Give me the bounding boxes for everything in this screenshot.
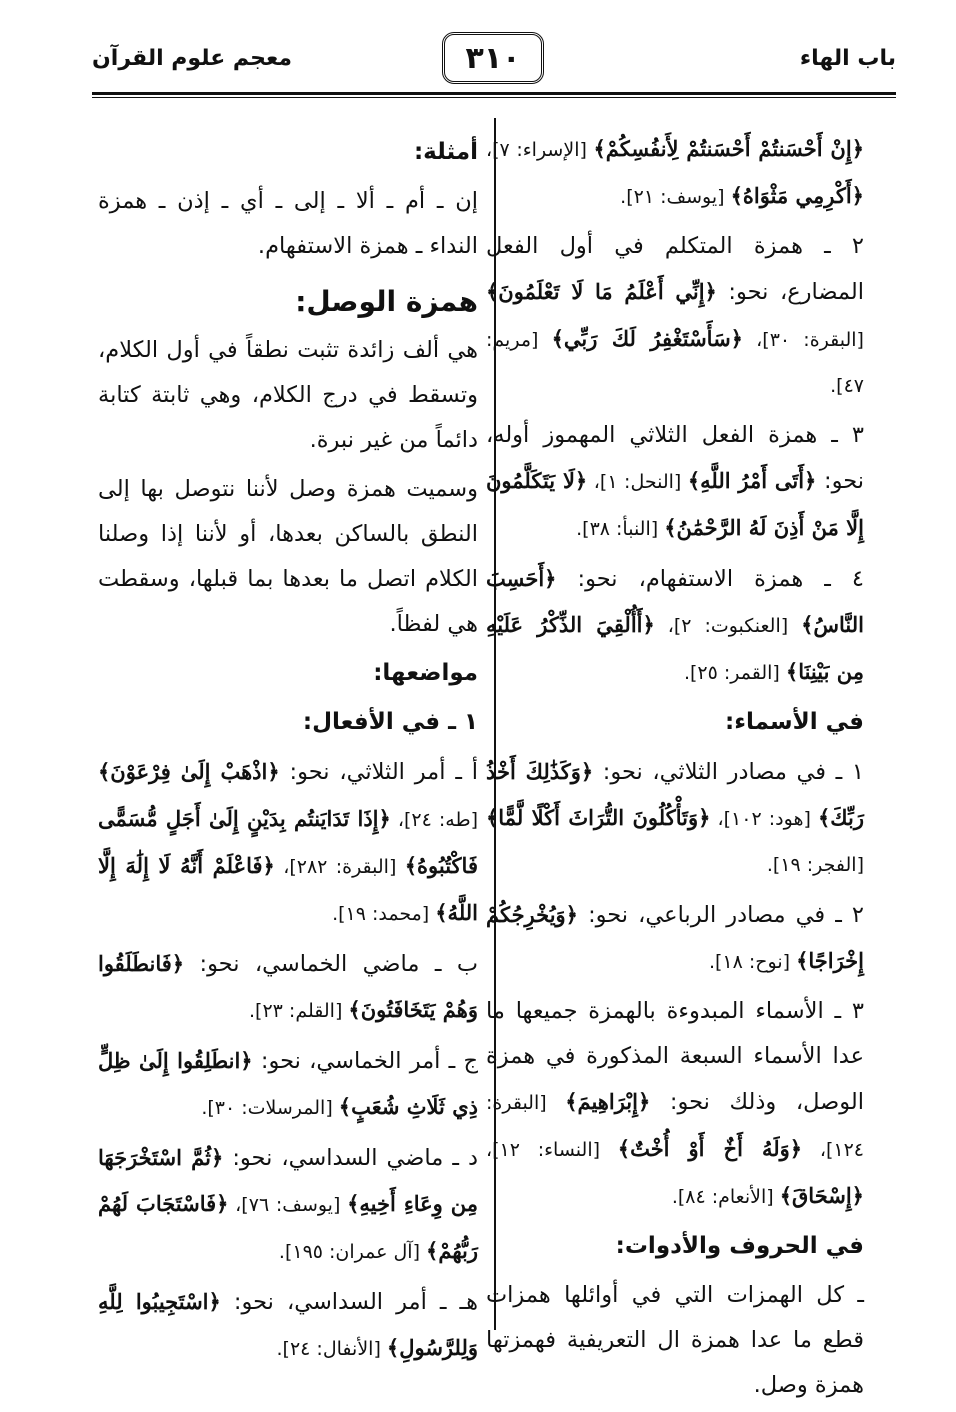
quran-verse: ﴿اذْهَبْ إِلَىٰ فِرْعَوْنَ﴾ (98, 759, 280, 784)
paragraph (98, 328, 478, 463)
quran-verse: ﴿وَيُخْرِجُكُمْ إِخْرَاجًا﴾ (486, 902, 864, 973)
section-heading: مواضعها: (373, 660, 478, 686)
quran-verse: ﴿إِنِّي أَعْلَمُ مَا لَا تَعْلَمُونَ﴾ (486, 279, 717, 304)
paragraph (98, 749, 478, 937)
body-text: ب ـ ماضي الخماسي، نحو: (184, 951, 478, 977)
body-text: هـ ـ أمر السداسي، نحو: (220, 1289, 478, 1315)
quran-verse: ﴿ثُمَّ اسْتَخْرَجَهَا مِن وِعَاءِ أَخِيهِ﴾ (98, 1145, 478, 1216)
body-text: ٤ ـ همزة الاستفهام، نحو: (556, 566, 864, 592)
body-text: ٢ ـ همزة المتكلم في أول الفعل المضارع، نحو: (486, 233, 864, 305)
verse-reference: [العنكبوت: ٢]، (654, 615, 802, 637)
verse-reference: [الأنفال: ٢٤]. (276, 1338, 387, 1360)
paragraph (486, 126, 864, 220)
quran-verse: ﴿انطَلِقُوا إِلَىٰ ظِلٍّ ذِي ثَلَاثِ شُعَبٍ﴾ (98, 1048, 478, 1119)
verse-reference: [مريم: ٤٧]. (486, 329, 864, 397)
verse-reference: [النبأ: ٣٨]. (576, 518, 665, 540)
header-rule-thick (92, 92, 896, 95)
paragraph (98, 1135, 478, 1275)
section-heading: في الحروف والأدوات: (615, 1233, 864, 1259)
header-rule-thin (92, 97, 896, 98)
body-text: ٣ ـ الأسماء المبدوءة بالهمزة جميعها ما عدا الأسماء السبعة المذكورة في همزة الوصل، وذلك نحو: (486, 998, 864, 1115)
body-text: وسميت همزة وصل لأننا نتوصل بها إلى النطق بالساكن بعدها، أو لأننا إذا وصلنا الكلام اتصل ما بعدها بما قبلها، وسقطت هي لفظاً. (98, 476, 478, 637)
body-text: ٢ ـ في مصادر الرباعي، نحو: (578, 902, 864, 928)
quran-verse: ﴿فَانطَلَقُوا وَهُمْ يَتَخَافَتُونَ﴾ (98, 951, 478, 1022)
quran-verse: ﴿وَكَذَٰلِكَ أَخْذُ رَبِّكَ﴾ (486, 759, 864, 830)
verse-reference: [البقرة: ٢٨٢]، (274, 856, 405, 878)
verse-reference: [المرسلات: ٣٠]. (201, 1097, 339, 1119)
verse-reference: [محمد: ١٩]. (332, 903, 436, 925)
body-text: أ ـ أمر الثلاثي، نحو: (279, 759, 478, 785)
paragraph (486, 989, 864, 1220)
verse-reference: [الفجر: ١٩]. (766, 854, 864, 876)
quran-verse: ﴿إِبْرَاهِيمَ﴾ (565, 1089, 651, 1114)
verse-reference: [البقرة: ٣٠]، (742, 329, 864, 351)
quran-verse: ﴿لَا يَتَكَلَّمُونَ إِلَّا مَنْ أَذِنَ لَهُ الرَّحْمَٰنُ﴾ (486, 468, 864, 540)
book-title: معجم علوم القرآن (92, 46, 293, 71)
verse-reference: [يوسف: ٢١]. (620, 186, 731, 208)
verse-reference: [يوسف: ٧٦]، (228, 1194, 348, 1216)
verse-reference: [آل عمران: ١٩٥]. (278, 1241, 427, 1263)
paragraph (98, 467, 478, 647)
page-number-box (442, 32, 544, 84)
paragraph (98, 179, 478, 269)
verse-reference: [نوح: ١٨]. (708, 951, 797, 973)
verse-reference: [البقرة: ١٢٤]، (486, 1092, 864, 1161)
quran-verse: ﴿أَحَسِبَ النَّاسُ﴾ (486, 566, 864, 637)
verse-reference: [الأنعام: ٨٤]. (671, 1186, 780, 1208)
body-text: ج ـ أمر الخماسي، نحو: (252, 1048, 478, 1074)
paragraph (486, 892, 864, 985)
left-column (98, 126, 478, 1376)
paragraph (98, 1038, 478, 1131)
page-header (92, 28, 896, 92)
paragraph (98, 1279, 478, 1372)
body-text: ٣ ـ همزة الفعل الثلاثي المهموز أوله، نحو: (486, 422, 865, 494)
quran-verse: ﴿فَاسْتَجَابَ لَهُمْ رَبُّهُمْ﴾ (98, 1191, 478, 1263)
section-heading: أمثلة: (413, 139, 478, 165)
quran-verse: ﴿سَأَسْتَغْفِرُ لَكَ رَبِّي﴾ (551, 326, 743, 351)
quran-verse: ﴿أَأُلْقِيَ الذِّكْرُ عَلَيْهِ مِن بَيْنِنَا﴾ (486, 612, 864, 684)
quran-verse: ﴿اسْتَجِيبُوا لِلَّهِ وَلِلرَّسُولِ﴾ (98, 1289, 478, 1360)
section-heading: ١ ـ في الأفعال: (302, 709, 478, 735)
body-text: إن ـ أم ـ ألا ـ إلى ـ أي ـ إذن ـ همزة النداء ـ همزة الاستفهام. (98, 188, 478, 259)
page-number: ٣١٠ (465, 40, 521, 76)
quran-verse: ﴿فَاعْلَمْ أَنَّهُ لَا إِلَٰهَ إِلَّا اللَّهُ﴾ (98, 853, 478, 925)
verse-reference: [النحل: ١]، (587, 471, 688, 493)
paragraph (486, 224, 864, 409)
verse-reference: [الإسراء: ٧]، (486, 139, 594, 161)
quran-verse: ﴿وَلَهُ أَخٌ أَوْ أُخْتٌ﴾ (617, 1136, 803, 1161)
verse-reference: [القلم: ٢٣]. (249, 1000, 349, 1022)
paragraph (486, 749, 864, 888)
body-text: ـ كل الهمزات التي في أوائلها همزات قطع ما عدا همزة ال التعريفية فهمزتها همزة وصل. (486, 1282, 864, 1398)
verse-reference: [القمر: ٢٥]. (683, 662, 786, 684)
body-text: ١ ـ في مصادر الثلاثي، نحو: (593, 759, 864, 785)
quran-verse: ﴿وَتَأْكُلُونَ التُّرَاثَ أَكْلًا لَّمًّا﴾ (486, 805, 711, 830)
verse-reference: [طه: ٢٤]، (390, 809, 478, 831)
verse-reference: [النساء: ١٢]، (486, 1139, 618, 1161)
right-column (486, 126, 864, 1412)
quran-verse: ﴿أَكْرِمِي مَثْوَاهُ﴾ (730, 183, 864, 208)
quran-verse: ﴿إِنْ أَحْسَنتُمْ أَحْسَنتُمْ لِأَنفُسِكُمْ﴾ (593, 136, 864, 161)
chapter-title: باب الهاء (799, 46, 896, 71)
verse-reference: [هود: ١٠٢]، (710, 808, 818, 830)
paragraph (486, 413, 864, 552)
body-text: د ـ ماضي السداسي، نحو: (223, 1145, 478, 1171)
paragraph (98, 941, 478, 1034)
paragraph (486, 556, 864, 696)
quran-verse: ﴿إِسْحَاقَ﴾ (779, 1183, 864, 1208)
body-text: هي ألف زائدة تثبت نطقاً في أول الكلام، وتسقط في درج الكلام، وهي ثابتة كتابة دائماً من غير نبرة. (98, 337, 478, 453)
quran-verse: ﴿أَتَى أَمْرُ اللَّهِ﴾ (687, 468, 817, 493)
section-heading: في الأسماء: (725, 709, 864, 735)
section-heading: همزة الوصل: (295, 285, 478, 318)
paragraph (486, 1273, 864, 1408)
quran-verse: ﴿إِذَا تَدَايَنتُم بِدَيْنٍ إِلَىٰ أَجَلٍ مُّسَمًّى فَاكْتُبُوهُ﴾ (98, 806, 478, 878)
